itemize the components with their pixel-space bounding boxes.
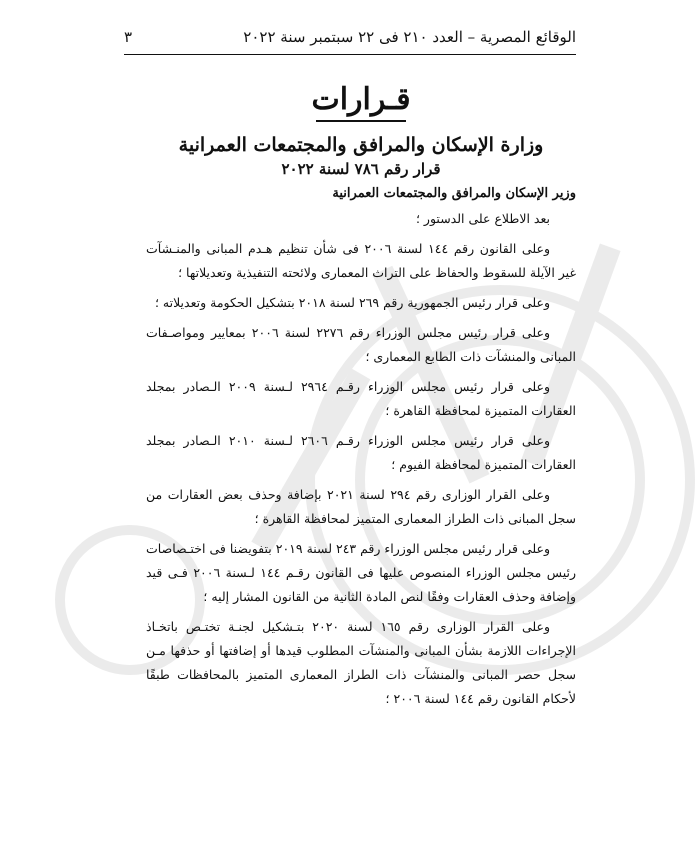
clause: وعلى قرار رئيس مجلس الوزراء رقـم ٢٩٦٤ لـسنة ٢٠٠٩ الـصادر بمجلد العقارات المتميزة لمحافظة القاهرة ؛ — [146, 379, 576, 418]
section-title: قـرارات — [311, 82, 411, 117]
clause: وعلى القانون رقم ١٤٤ لسنة ٢٠٠٦ فى شأن تنظيم هـدم المبانى والمنـشآت غير الآيلة للسقوط والحفاظ على التراث المعمارى ولائحته التنفيذية وتعديلاتها ؛ — [146, 241, 576, 280]
header-divider — [124, 54, 576, 55]
clause: وعلى قرار رئيس مجلس الوزراء رقم ٢٤٣ لسنة ٢٠١٩ بتفويضنا فى اختـصاصات رئيس مجلس الوزراء المنصوص عليها فى القانون رقـم ١٤٤ لـسنة ٢٠٠٦ فـى قيد وإضافة وحذف العقارات وفقًا لنص المادة الثانية من القانون المشار إليه ؛ — [146, 541, 577, 604]
preamble-clauses — [146, 207, 576, 711]
clause: وعلى القرار الوزارى رقم ٢٩٤ لسنة ٢٠٢١ بإضافة وحذف بعض العقارات من سجل المبانى ذات الطراز المعمارى المتميز لمحافظة القاهرة ؛ — [146, 487, 576, 526]
running-header — [124, 28, 576, 46]
clause: وعلى قرار رئيس مجلس الوزراء رقـم ٢٦٠٦ لـسنة ٢٠١٠ الـصادر بمجلد العقارات المتميزة لمحافظة الفيوم ؛ — [146, 433, 576, 472]
running-title: الوقائع المصرية – العدد ٢١٠ فى ٢٢ سبتمبر سنة ٢٠٢٢ — [243, 28, 576, 46]
page-number: ٣ — [124, 28, 133, 46]
minister-title: وزير الإسكان والمرافق والمجتمعات العمرانية — [332, 186, 576, 201]
decree-number: قرار رقم ٧٨٦ لسنة ٢٠٢٢ — [281, 160, 441, 178]
clause: بعد الاطلاع على الدستور ؛ — [415, 211, 550, 226]
document-body — [146, 78, 576, 717]
clause: وعلى قرار رئيس مجلس الوزراء رقم ٢٢٧٦ لسنة ٢٠٠٦ بمعايير ومواصـفات المبانى والمنشآت ذات الطابع المعمارى ؛ — [146, 325, 576, 364]
clause: وعلى قرار رئيس الجمهورية رقم ٢٦٩ لسنة ٢٠١٨ بتشكيل الحكومة وتعديلاته ؛ — [154, 295, 550, 310]
ministry-name: وزارة الإسكان والمرافق والمجتمعات العمرانية — [178, 134, 544, 156]
clause: وعلى القرار الوزارى رقم ١٦٥ لسنة ٢٠٢٠ بتـشكيل لجنـة تختـص باتخـاذ الإجراءات اللازمة بشأن المبانى والمنشآت المطلوب قيدها أو إضافتها أو حذفها مـن سجل حصر المبانى والمنشآت ذات الطراز المعمارى المتميز بالمحافظات طبقًا لأحكام القانون رقم ١٤٤ لسنة ٢٠٠٦ ؛ — [146, 619, 576, 706]
